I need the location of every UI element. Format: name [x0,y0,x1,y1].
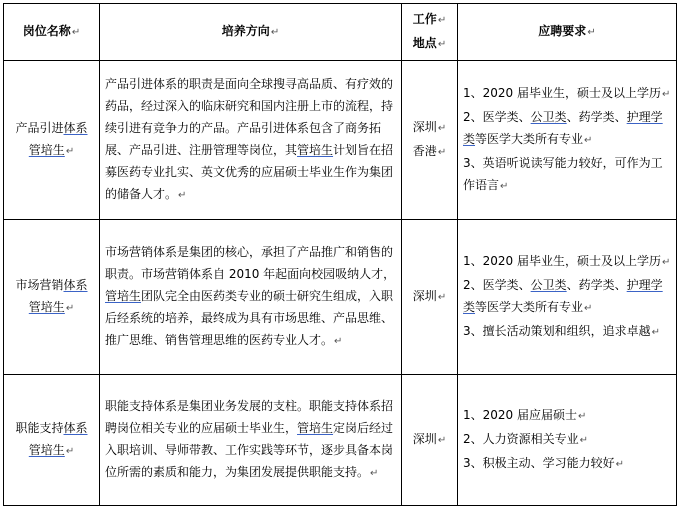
header-row [4,4,677,61]
requirements-cell: 1、2020 届毕业生，硕士及以上学历↵ 2、医学类、公卫类、药学类、护理学类等医学大类所有专业↵ 3、擅长活动策划和组织，追求卓越↵ [458,220,677,375]
position-cell: 产品引进体系 管培生↵ [4,61,100,220]
header-position: 岗位名称↵ [4,4,100,61]
location-cell: 深圳↵ [402,220,458,375]
position-cell: 职能支持体系 管培生↵ [4,375,100,506]
header-requirements: 应聘要求↵ [458,4,677,61]
table-row [4,220,677,375]
location-cell: 深圳↵ 香港↵ [402,61,458,220]
header-location: 工作↵ 地点↵ [402,4,458,61]
training-cell: 职能支持体系是集团业务发展的支柱。职能支持体系招聘岗位相关专业的应届硕士毕业生，管培生定岗后经过入职培训、导师带教、工作实践等环节，逐步具备本岗位所需的素质和能力，为集团发展提供职能支持。↵ [100,375,402,506]
table-row [4,375,677,506]
location-cell: 深圳↵ [402,375,458,506]
requirements-cell: 1、2020 届应届硕士↵ 2、人力资源相关专业↵ 3、积极主动、学习能力较好↵ [458,375,677,506]
table-row [4,61,677,220]
requirements-cell: 1、2020 届毕业生，硕士及以上学历↵ 2、医学类、公卫类、药学类、护理学类等医学大类所有专业↵ 3、英语听说读写能力较好，可作为工作语言↵ [458,61,677,220]
training-cell: 产品引进体系的职责是面向全球搜寻高品质、有疗效的药品，经过深入的临床研究和国内注册上市的流程，持续引进有竞争力的产品。产品引进体系包含了商务拓展、产品引进、注册管理等岗位，其管培生计划旨在招募医药专业扎实、英文优秀的应届硕士毕业生作为集团的储备人才。↵ [100,61,402,220]
header-training: 培养方向↵ [100,4,402,61]
recruitment-table [3,3,677,506]
position-cell: 市场营销体系 管培生↵ [4,220,100,375]
training-cell: 市场营销体系是集团的核心，承担了产品推广和销售的职责。市场营销体系自 2010 年起面向校园吸纳人才，管培生团队完全由医药类专业的硕士研究生组成，入职后经系统的培养，最终成为具有市场思维、产品思维、推广思维、销售管理思维的医药专业人才。↵ [100,220,402,375]
